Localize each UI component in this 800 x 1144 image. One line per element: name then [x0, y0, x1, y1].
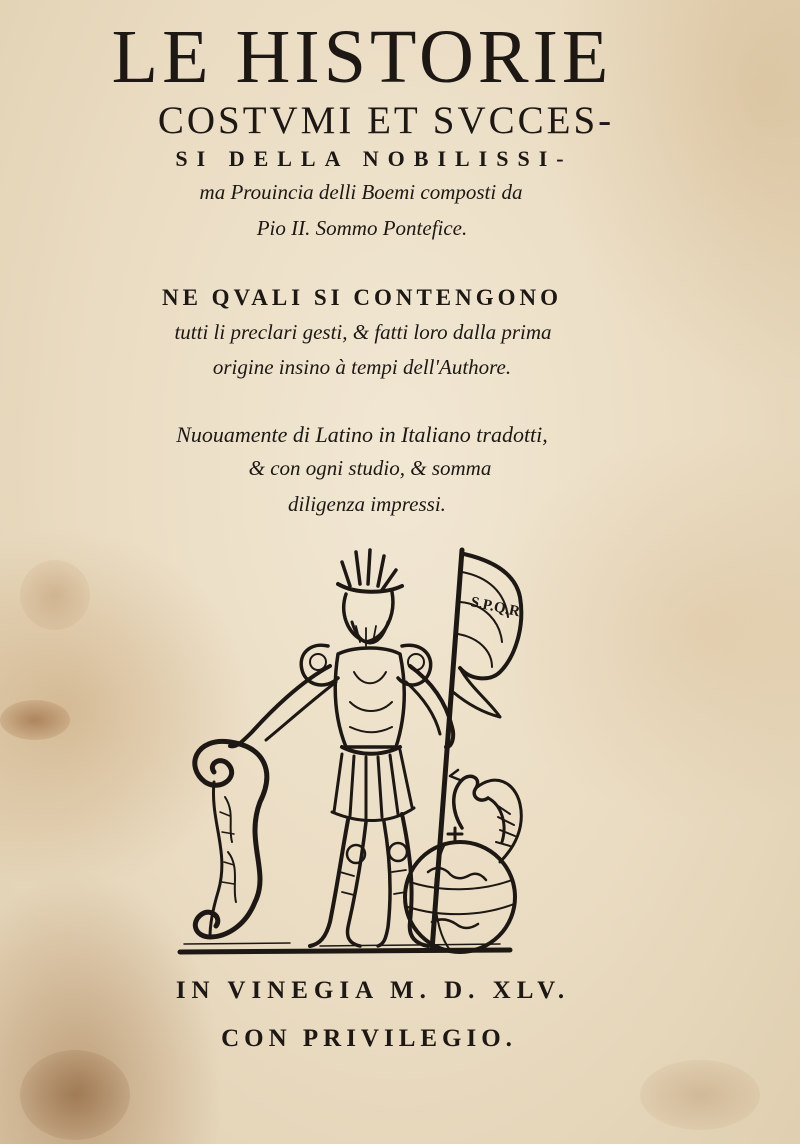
contents-line-2: tutti li preclari gesti, & fatti loro dalla prima [174, 320, 552, 344]
subtitle-line-4: Pio II. Sommo Pontefice. [256, 216, 468, 240]
contents-line-1: NE QVALI SI CONTENGONO [161, 285, 563, 310]
translation-line-2: & con ogni studio, & somma [248, 456, 492, 480]
subtitle-line-1: COSTVMI ET SVCCES- [157, 99, 615, 142]
translation-line-3: diligenza impressi. [288, 492, 446, 516]
title-heading: LE HISTORIE [111, 15, 613, 99]
imprint-line: IN VINEGIA M. D. XLV. [175, 977, 571, 1004]
woodcut-illustration [170, 542, 540, 967]
banner-inscription: S.P.Q.R [469, 594, 522, 621]
subtitle-line-2: SI DELLA NOBILISSI- [175, 146, 573, 171]
subtitle-line-3: ma Prouincia delli Boemi composti da [199, 180, 523, 204]
contents-line-3: origine insino à tempi dell'Authore. [212, 355, 512, 379]
foxing-stain [20, 560, 90, 630]
foxing-stain [0, 700, 70, 740]
foxing-stain [640, 1060, 760, 1130]
translation-line-1: Nuouamente di Latino in Italiano tradotti, [176, 422, 548, 447]
privilege-line: CON PRIVILEGIO. [221, 1025, 517, 1052]
foxing-stain [20, 1050, 130, 1140]
